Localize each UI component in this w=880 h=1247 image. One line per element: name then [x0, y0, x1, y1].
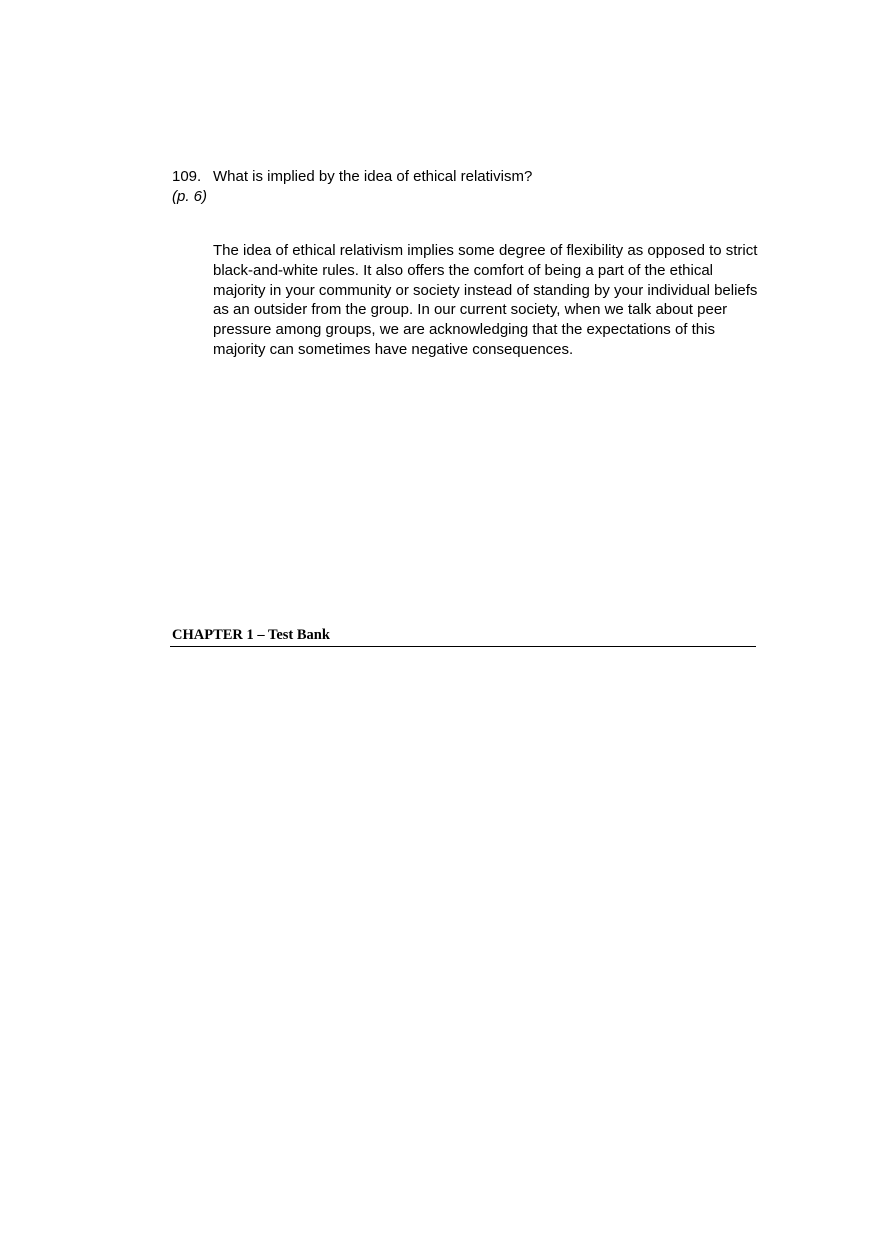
page-reference: (p. 6) [172, 188, 208, 205]
footer-label: CHAPTER 1 – Test Bank [172, 627, 330, 643]
question-line [172, 167, 772, 187]
answer-paragraph: The idea of ethical relativism implies some degree of flexibility as opposed to strict black-and-white rules. It also offers the comfort of being a part of the ethical majority in your community or society instead of standing by your individual beliefs as an outsider from the group. In our current society, when we talk about peer pressure among groups, we are acknowledging that the expectations of this majority can sometimes have negative consequences. [213, 242, 758, 358]
question-text: What is implied by the idea of ethical relativism? [213, 168, 533, 185]
question-number: 109. [172, 168, 202, 185]
chapter-footer [170, 627, 756, 647]
